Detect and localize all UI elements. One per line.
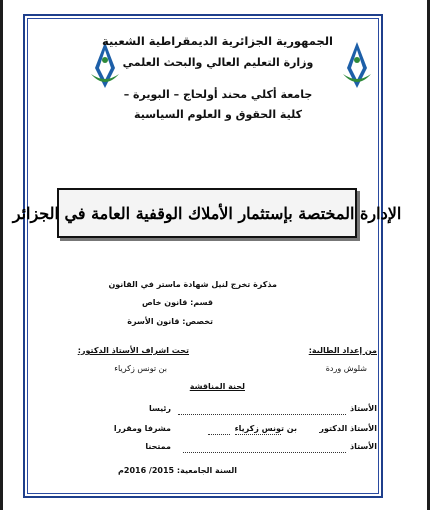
dotted-line	[208, 434, 230, 435]
committee-title: الأستاذ	[350, 404, 377, 413]
header-faculty: كلية الحقوق و العلوم السياسية	[134, 108, 302, 121]
committee-role: مشرفا ومقررا	[113, 424, 171, 433]
academic-year: السنة الجامعية: 2015/ 2016م	[118, 466, 237, 475]
university-logo-right	[337, 38, 377, 92]
committee-role: رئيسا	[148, 404, 171, 413]
committee-member-name: بن تونس زكرياء	[234, 424, 297, 433]
supervisor-name: بن تونس زكرياء	[114, 364, 167, 373]
dotted-line	[183, 452, 346, 453]
student-label: من إعداد الطالبة:	[308, 346, 377, 355]
committee-role: ممتحنا	[145, 442, 171, 451]
thesis-title: الإدارة المختصة بإستثمار الأملاك الوقفية العامة في الجزائر	[12, 203, 402, 223]
memo-specialty: تخصص: قانون الأسرة	[127, 317, 213, 326]
dotted-line	[178, 414, 346, 415]
committee-title: الأستاذ الدكتور	[319, 424, 377, 433]
student-name: شلوش وردة	[325, 364, 367, 373]
header-ministry: وزارة التعليم العالي والبحث العلمي	[122, 56, 314, 69]
dotted-line	[235, 434, 281, 435]
memo-purpose: مذكرة تخرج لنيل شهادة ماستر في القانون	[108, 280, 277, 289]
memo-section: قسم: قانون خاص	[141, 298, 213, 307]
committee-title: الأستاذ	[350, 442, 377, 451]
supervisor-label: تحت اشراف الأستاذ الدكتور:	[77, 346, 189, 355]
header-university: جامعة أكلي محند أولحاج – البويرة –	[123, 88, 313, 101]
committee-label: لجنة المناقشة	[189, 382, 245, 391]
thesis-title-box	[12, 188, 402, 238]
header-republic: الجمهورية الجزائرية الديمقراطية الشعبية	[101, 34, 333, 48]
document-page	[3, 0, 427, 510]
